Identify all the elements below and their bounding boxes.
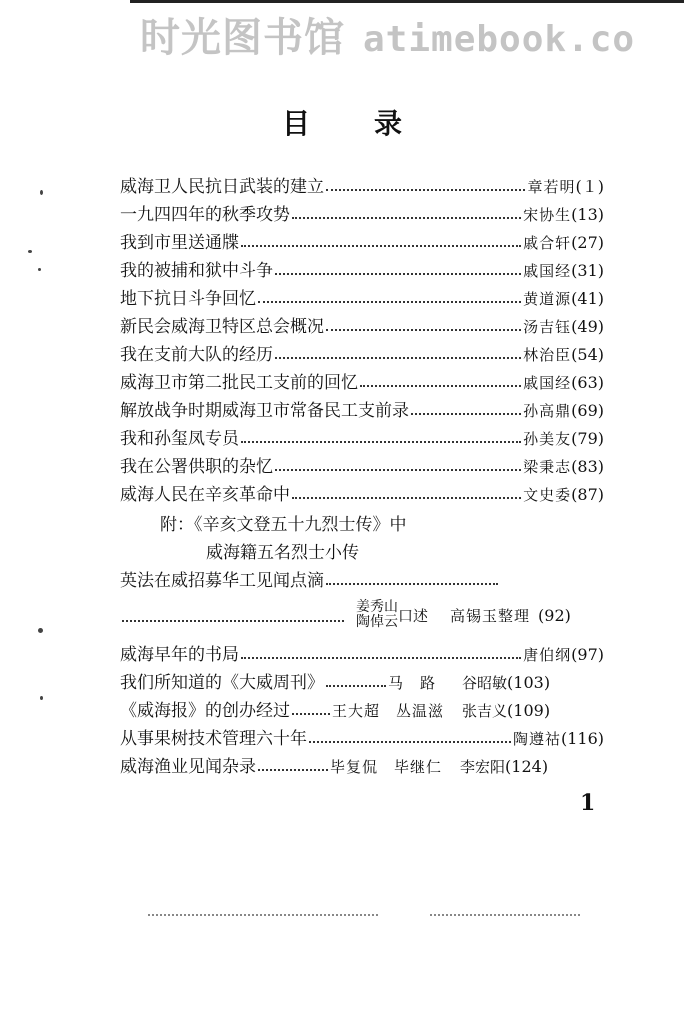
entry-title: 英法在威招募华工见闻点滴: [120, 571, 324, 591]
toc-entry[interactable]: [120, 752, 604, 776]
entry-author: 戚合轩: [523, 234, 572, 252]
entry-page: (87): [571, 485, 604, 504]
entry-author: 宋协生: [523, 206, 572, 224]
entry-author: 文史委: [523, 486, 572, 504]
entry-title: 我在支前大队的经历: [120, 345, 273, 365]
entry-author: 章若明: [527, 178, 576, 196]
leader-dots: [241, 645, 521, 659]
leader-dots: [275, 457, 521, 471]
entry-title: 《威海报》的创办经过: [120, 701, 290, 721]
toc-entry[interactable]: [120, 228, 604, 252]
entry-author: 孙高鼎: [523, 402, 572, 420]
leader-dots: [241, 429, 521, 443]
entry-title: 我的被捕和狱中斗争: [120, 261, 273, 281]
toc-entry[interactable]: [120, 396, 604, 420]
toc-entry[interactable]: [120, 284, 604, 308]
leader-dots: [258, 757, 328, 771]
scan-speck: [38, 628, 43, 633]
entry-author: 毕复侃 毕继仁: [330, 758, 443, 776]
page-number: 1: [580, 790, 596, 816]
entry-author: 唐伯纲: [523, 646, 572, 664]
leader-dots: [292, 701, 330, 715]
appendix-line-1: 附：《辛亥文登五十九烈士传》中: [160, 515, 407, 535]
entry-page: (31): [571, 261, 604, 280]
leader-dots: [326, 317, 521, 331]
scan-line: [148, 912, 378, 916]
entry-author: 孙美友: [523, 430, 572, 448]
entry-page: (27): [571, 233, 604, 252]
entry-title: 威海早年的书局: [120, 645, 239, 665]
entry-author: 戚国经: [523, 374, 572, 392]
entry-title: 威海人民在辛亥革命中: [120, 485, 290, 505]
entry-page: (13): [571, 205, 604, 224]
entry-author: 王大超 丛温滋: [332, 702, 445, 720]
watermark-en: atimebook.co: [363, 19, 636, 60]
entry-author: 戚国经: [523, 262, 572, 280]
entry-page: (49): [571, 317, 604, 336]
entry-author-2: 张吉义: [462, 702, 508, 720]
toc-entry[interactable]: [120, 340, 604, 364]
top-rule: [130, 0, 684, 3]
narrate-word: 口述: [398, 606, 429, 625]
entry-page: (124): [505, 757, 549, 776]
narrator-1: 姜秀山: [356, 599, 398, 615]
entry-page: (54): [571, 345, 604, 364]
toc-entry[interactable]: [120, 696, 604, 720]
leader-dots: [326, 177, 525, 191]
narrators: [356, 600, 398, 630]
toc-entry[interactable]: [120, 724, 604, 748]
leader-dots: [122, 608, 344, 622]
entry-page: (97): [571, 645, 604, 664]
toc-entry-english-french-cont[interactable]: [120, 598, 604, 632]
scan-speck: [38, 268, 41, 271]
toc-entry[interactable]: [120, 668, 604, 692]
leader-dots: [326, 571, 498, 585]
watermark-cn: 时光图书馆: [140, 15, 345, 61]
leader-dots: [292, 205, 521, 219]
toc-entry-english-french[interactable]: [120, 566, 500, 590]
toc-entry[interactable]: [120, 640, 604, 664]
appendix-line-2: 威海籍五名烈士小传: [206, 543, 359, 563]
toc-entry[interactable]: [120, 200, 604, 224]
entry-page: (83): [571, 457, 604, 476]
entry-title: 威海卫市第二批民工支前的回忆: [120, 373, 358, 393]
entry-page: (116): [560, 729, 604, 748]
toc-entry[interactable]: [120, 256, 604, 280]
leader-dots: [411, 401, 521, 415]
entry-page: (１): [575, 177, 604, 196]
entry-title: 新民会威海卫特区总会概况: [120, 317, 324, 337]
toc-entry[interactable]: [120, 368, 604, 392]
entry-page: (69): [571, 401, 604, 420]
entry-title: 威海渔业见闻杂录: [120, 757, 256, 777]
entry-title: 我和孙玺凤专员: [120, 429, 239, 449]
entry-title: 地下抗日斗争回忆: [120, 289, 256, 309]
toc-entry[interactable]: [120, 480, 604, 504]
entry-page: (92): [538, 605, 571, 625]
entry-page: (103): [507, 673, 551, 692]
leader-dots: [326, 673, 386, 687]
scan-speck: [28, 250, 32, 253]
leader-dots: [292, 485, 521, 499]
watermark: [140, 6, 684, 63]
entry-title: 我在公署供职的杂忆: [120, 457, 273, 477]
leader-dots: [360, 373, 521, 387]
narrator-2: 陶倬云: [356, 614, 398, 630]
scan-speck: [40, 696, 43, 700]
entry-author: 马 路: [388, 674, 437, 692]
leader-dots: [275, 261, 521, 275]
scan-speck: [40, 190, 43, 195]
entry-editor: 高锡玉整理: [450, 606, 531, 625]
entry-title: 威海卫人民抗日武装的建立: [120, 177, 324, 197]
entry-page: (63): [571, 373, 604, 392]
entry-author: 陶遵祜: [512, 730, 561, 748]
entry-author: 梁秉志: [523, 458, 572, 476]
leader-dots: [258, 289, 521, 303]
entry-author: 汤吉钰: [523, 318, 572, 336]
entry-title: 一九四四年的秋季攻势: [120, 205, 290, 225]
leader-dots: [309, 729, 511, 743]
entry-page: (79): [571, 429, 604, 448]
entry-title: 我们所知道的《大威周刊》: [120, 673, 324, 693]
toc-entry[interactable]: [120, 452, 604, 476]
scan-line: [430, 912, 580, 916]
entry-author-2: 李宏阳: [460, 758, 506, 776]
entry-page: (109): [507, 701, 551, 720]
toc-entry[interactable]: [120, 312, 604, 336]
entry-title: 解放战争时期威海卫市常备民工支前录: [120, 401, 409, 421]
entry-author: 黄道源: [523, 290, 572, 308]
leader-dots: [241, 233, 521, 247]
leader-dots: [275, 345, 521, 359]
toc-entry[interactable]: [120, 424, 604, 448]
entry-page: (41): [571, 289, 604, 308]
entry-title: 从事果树技术管理六十年: [120, 729, 307, 749]
entry-author: 林治臣: [523, 346, 572, 364]
entry-author-2: 谷昭敏: [462, 674, 508, 692]
toc-entry[interactable]: [120, 172, 604, 196]
entry-title: 我到市里送通牒: [120, 233, 239, 253]
page-title: 目录: [281, 107, 466, 140]
